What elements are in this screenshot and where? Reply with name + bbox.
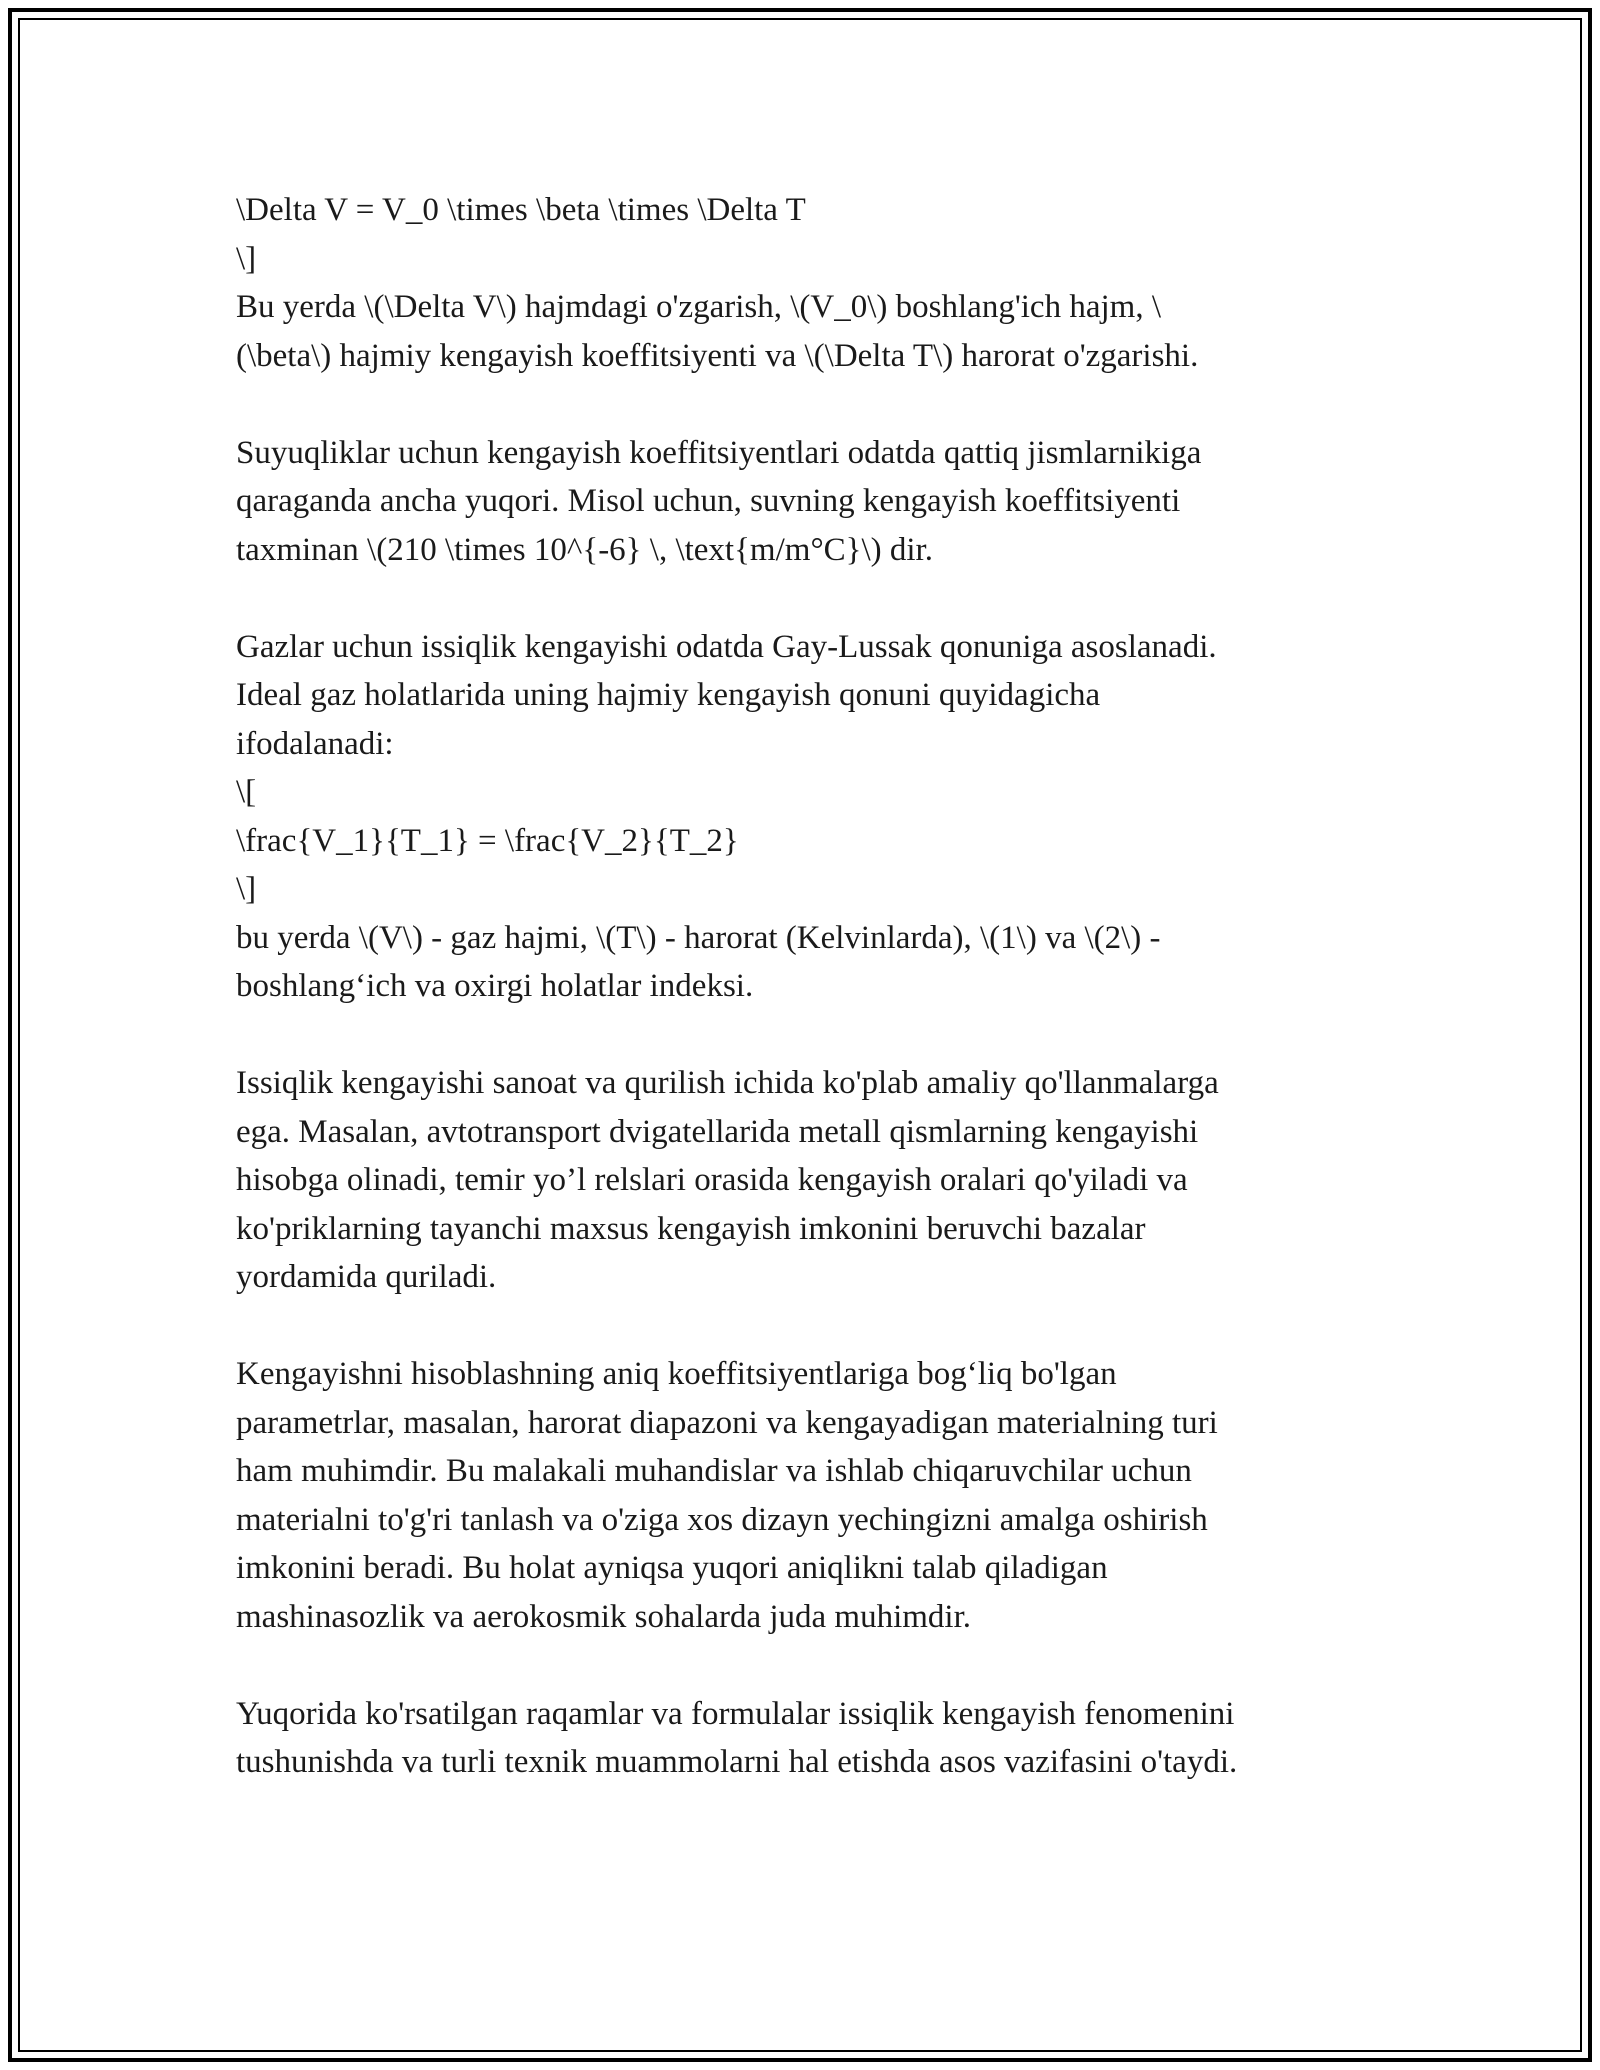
text-line: \] [236, 871, 257, 907]
text-line: ham muhimdir. Bu malakali muhandislar va ishlab chiqaruvchilar uchun [236, 1453, 1192, 1489]
paragraph-gap [236, 1641, 1366, 1690]
text-line: Yuqorida ko'rsatilgan raqamlar va formulalar issiqlik kengayish fenomenini [236, 1695, 1235, 1732]
paragraph-gap [236, 1011, 1366, 1060]
document-body [236, 186, 1366, 1787]
paragraph-volume-expansion [236, 186, 1366, 380]
paragraph-liquids [236, 429, 1366, 575]
text-line: ko'priklarning tayanchi maxsus kengayish imkonini beruvchi bazalar [236, 1210, 1146, 1247]
text-line: mashinasozlik va aerokosmik sohalarda juda muhimdir. [236, 1598, 972, 1635]
text-line: ega. Masalan, avtotransport dvigatellarida metall qismlarning kengayishi [236, 1113, 1199, 1150]
text-line: \] [236, 240, 257, 277]
text-line: \frac{V_1}{T_1} = \frac{V_2}{T_2} [236, 822, 739, 859]
text-line: ifodalanadi: [236, 725, 394, 762]
text-line: materialni to'g'ri tanlash va o'ziga xos dizayn yechingizni amalga oshirish [236, 1501, 1208, 1538]
text-line: qaraganda ancha yuqori. Misol uchun, suvning kengayish koeffitsiyenti [236, 483, 1181, 519]
paragraph-gap [236, 574, 1366, 623]
text-line: bu yerda \(V\) - gaz hajmi, \(T\) - harorat (Kelvinlarda), \(1\) va \(2\) - [236, 919, 1161, 956]
text-line: Ideal gaz holatlarida uning hajmiy kengayish qonuni quyidagicha [236, 677, 1101, 713]
paragraph-conclusion [236, 1690, 1366, 1787]
text-line: hisobga olinadi, temir yo’l relslari orasida kengayish oralari qo'yiladi va [236, 1162, 1188, 1198]
text-line: Issiqlik kengayishi sanoat va qurilish ichida ko'plab amaliy qo'llanmalarga [236, 1065, 1219, 1101]
text-line: Bu yerda \(\Delta V\) hajmdagi o'zgarish, \(V_0\) boshlang'ich hajm, \ [236, 289, 1161, 325]
text-line: \Delta V = V_0 \times \beta \times \Delta T [236, 192, 806, 228]
text-line: boshlang‘ich va oxirgi holatlar indeksi. [236, 968, 754, 1004]
text-line: Kengayishni hisoblashning aniq koeffitsiyentlariga bog‘liq bo'lgan [236, 1356, 1117, 1392]
text-line: (\beta\) hajmiy kengayish koeffitsiyenti va \(\Delta T\) harorat o'zgarishi. [236, 337, 1199, 374]
paragraph-parameters [236, 1350, 1366, 1641]
text-line: Suyuqliklar uchun kengayish koeffitsiyentlari odatda qattiq jismlarnikiga [236, 434, 1202, 471]
paragraph-gap [236, 1302, 1366, 1351]
text-line: imkonini beradi. Bu holat ayniqsa yuqori aniqlikni talab qiladigan [236, 1550, 1108, 1586]
text-line: taxminan \(210 \times 10^{-6} \, \text{m/m°C}\) dir. [236, 531, 933, 568]
text-line: \[ [236, 774, 257, 810]
paragraph-gases [236, 623, 1366, 1011]
paragraph-applications [236, 1059, 1366, 1302]
text-line: tushunishda va turli texnik muammolarni hal etishda asos vazifasini o'taydi. [236, 1744, 1238, 1780]
text-line: yordamida quriladi. [236, 1259, 497, 1295]
text-line: parametrlar, masalan, harorat diapazoni va kengayadigan materialning turi [236, 1404, 1218, 1441]
paragraph-gap [236, 380, 1366, 429]
text-line: Gazlar uchun issiqlik kengayishi odatda Gay-Lussak qonuniga asoslanadi. [236, 628, 1217, 665]
